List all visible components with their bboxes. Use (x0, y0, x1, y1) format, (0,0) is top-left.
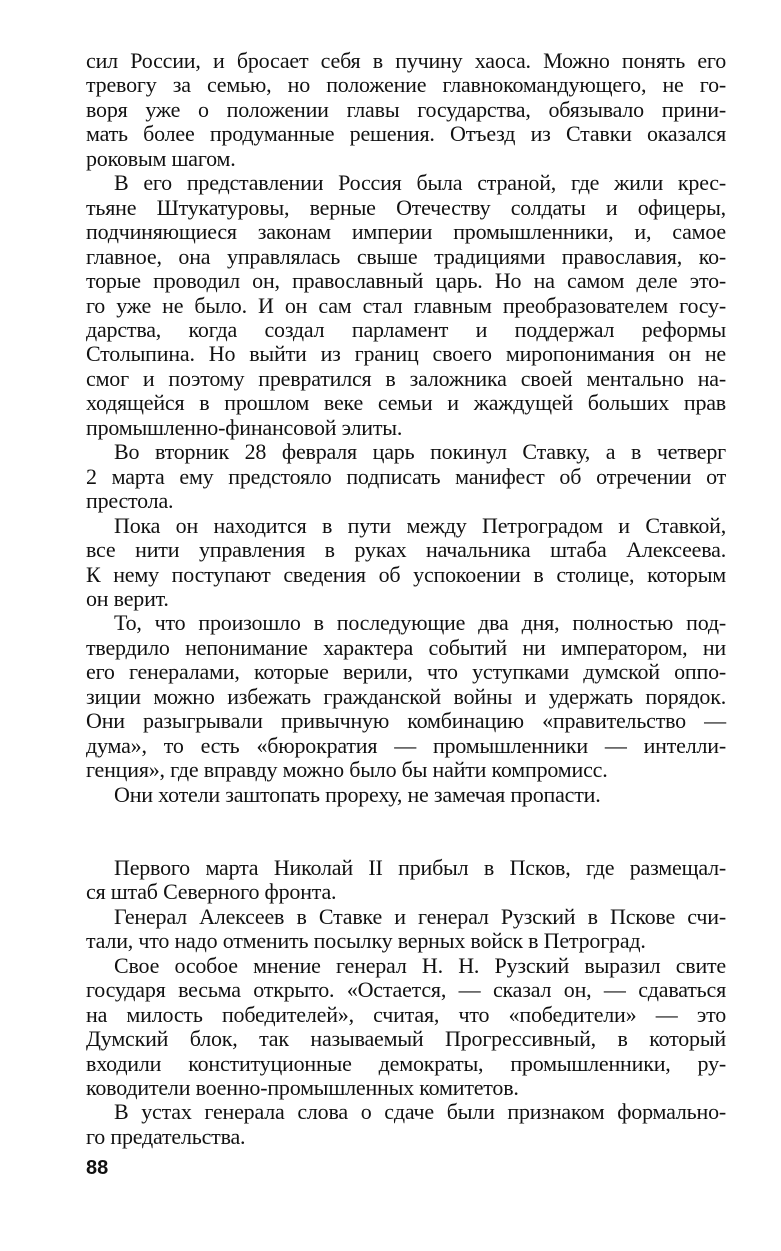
text-line: го уже не было. И он сам стал главным преобразователем госу- (86, 292, 726, 318)
paragraph (86, 954, 726, 1101)
text-line: тали, что надо отменить посылку верных войск в Петроград. (86, 928, 646, 954)
text-line: роковым шагом. (86, 145, 236, 171)
text-line: подчиняющиеся законам империи промышленники, и, самое (86, 219, 726, 245)
page-body (86, 49, 726, 1149)
text-line: он верит. (86, 585, 169, 611)
section-break (86, 807, 726, 856)
text-line: Свое особое мнение генерал Н. Н. Рузский выразил свите (114, 952, 726, 978)
text-line: тьяне Штукатуровы, верные Отечеству солдаты и офицеры, (86, 194, 726, 220)
text-line: ся штаб Северного фронта. (86, 879, 337, 905)
text-line: зиции можно избежать гражданской войны и удержать порядок. (86, 683, 726, 709)
text-line: промышленно-финансовой элиты. (86, 414, 403, 440)
text-line: Думский блок, так называемый Прогрессивный, в который (86, 1026, 726, 1052)
paragraph (86, 171, 726, 440)
text-section (86, 49, 726, 807)
paragraph (86, 514, 726, 612)
text-line: генция», где вправду можно было бы найти компромисс. (86, 757, 608, 783)
text-line: В устах генерала слова о сдаче были признаком формально- (114, 1099, 726, 1125)
text-line: го предательства. (86, 1123, 246, 1149)
text-line: Генерал Алексеев в Ставке и генерал Рузский в Пскове счи- (114, 903, 726, 929)
text-line: В его представлении Россия была страной, где жили крес- (114, 170, 726, 196)
text-line: на милость победителей», считая, что «победители» — это (86, 1001, 726, 1027)
text-line: То, что произошло в последующие два дня, полностью под- (114, 610, 726, 636)
paragraph (86, 611, 726, 782)
text-line: входили конституционные демократы, промышленники, ру- (86, 1050, 726, 1076)
text-line: Пока он находится в пути между Петроградом и Ставкой, (114, 512, 726, 538)
paragraph (86, 905, 726, 954)
paragraph (86, 440, 726, 513)
text-line: мать более продуманные решения. Отъезд из Ставки оказался (86, 121, 726, 147)
text-section (86, 856, 726, 1149)
paragraph (86, 783, 726, 807)
text-line: ководители военно-промышленных комитетов. (86, 1075, 519, 1101)
text-line: твердило непонимание характера событий ни императором, ни (86, 634, 726, 660)
text-line: его генералами, которые верили, что уступками думской оппо- (86, 659, 726, 685)
text-line: ходящейся в прошлом веке семьи и жаждущей больших прав (86, 390, 726, 416)
text-line: дарства, когда создал парламент и поддержал реформы (86, 316, 726, 342)
text-line: главное, она управлялась свыше традициями православия, ко- (86, 243, 726, 269)
text-line: К нему поступают сведения об успокоении в столице, которым (86, 561, 726, 587)
text-line: Они хотели заштопать прореху, не замечая пропасти. (114, 781, 601, 807)
text-line: сил России, и бросает себя в пучину хаоса. Можно понять его (86, 48, 726, 73)
page-number: 88 (86, 1157, 109, 1179)
text-line: Во вторник 28 февраля царь покинул Ставку, а в четверг (114, 439, 726, 465)
text-line: дума», то есть «бюрократия — промышленники — интелли- (86, 732, 726, 758)
text-line: престола. (86, 488, 174, 514)
text-line: торые проводил он, православный царь. Но на самом деле это- (86, 268, 726, 294)
paragraph (86, 856, 726, 905)
paragraph (86, 49, 726, 171)
paragraph (86, 1100, 726, 1149)
text-line: Первого марта Николай II прибыл в Псков, где размещал- (114, 854, 726, 880)
text-line: Столыпина. Но выйти из границ своего миропонимания он не (86, 341, 726, 367)
text-line: все нити управления в руках начальника штаба Алексеева. (86, 537, 726, 563)
text-line: 2 марта ему предстояло подписать манифест об отречении от (86, 463, 726, 489)
text-line: государя весьма открыто. «Остается, — сказал он, — сдаваться (86, 977, 726, 1003)
text-line: воря уже о положении главы государства, обязывало прини- (86, 96, 726, 122)
text-line: Они разыгрывали привычную комбинацию «правительство — (86, 708, 726, 734)
text-line: тревогу за семью, но положение главнокомандующего, не го- (86, 72, 726, 98)
text-line: смог и поэтому превратился в заложника своей ментально на- (86, 365, 726, 391)
